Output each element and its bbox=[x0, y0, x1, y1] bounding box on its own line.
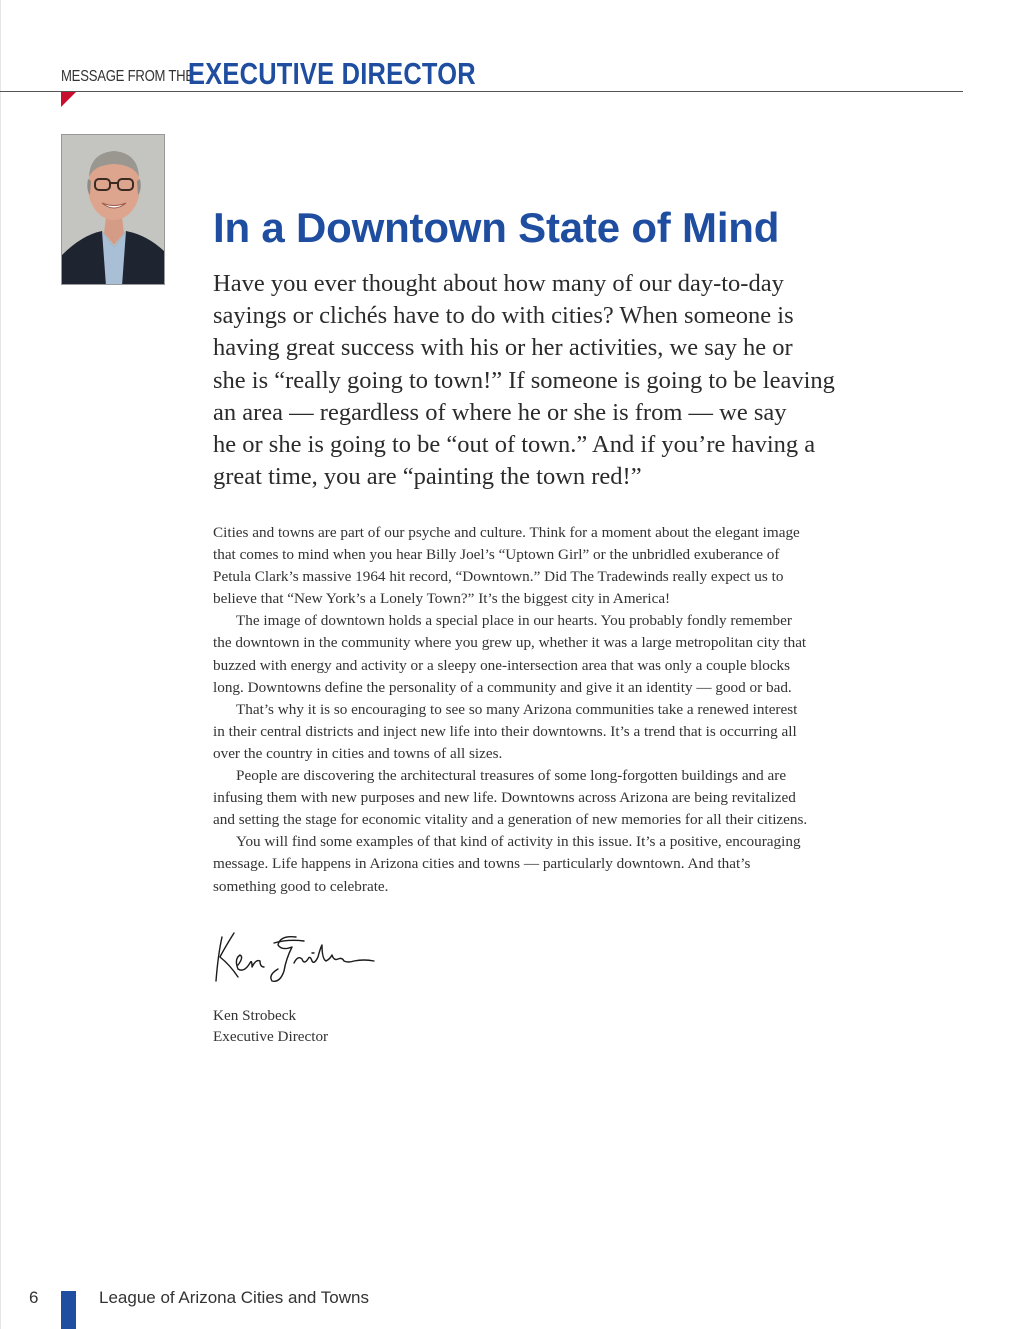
intro-line: he or she is going to be “out of town.” And if you’re having a bbox=[213, 431, 816, 459]
section-header bbox=[61, 56, 963, 92]
publication-name: League of Arizona Cities and Towns bbox=[99, 1288, 369, 1307]
intro-line: having great success with his or her activities, we say he or bbox=[213, 334, 793, 362]
header-prefix: MESSAGE FROM THE bbox=[61, 68, 194, 85]
header-title: EXECUTIVE DIRECTOR bbox=[188, 56, 476, 91]
intro-line: Have you ever thought about how many of our day-to-day bbox=[213, 270, 784, 297]
signer-title: Executive Director bbox=[213, 1028, 329, 1045]
body-line: Petula Clark’s massive 1964 hit record, “Downtown.” Did The Tradewinds really expect us to bbox=[213, 568, 784, 586]
body-line: message. Life happens in Arizona cities and towns — particularly downtown. And that’s bbox=[213, 855, 751, 873]
intro-line: she is “really going to town!” If someone is going to be leaving bbox=[213, 366, 835, 394]
body-line: Cities and towns are part of our psyche and culture. Think for a moment about the elegant image bbox=[213, 524, 800, 541]
footer-accent-bar bbox=[61, 1291, 76, 1329]
intro-line: great time, you are “painting the town red!” bbox=[213, 463, 642, 491]
body-line: People are discovering the architectural treasures of some long-forgotten buildings and are bbox=[236, 767, 787, 785]
body-line: That’s why it is so encouraging to see so many Arizona communities take a renewed interest bbox=[236, 700, 798, 718]
body-line: and setting the stage for economic vitality and a generation of new memories for all their citizens. bbox=[213, 811, 808, 829]
body-line: The image of downtown holds a special place in our hearts. You probably fondly remember bbox=[236, 612, 792, 630]
intro-paragraph bbox=[213, 268, 873, 493]
header-rule bbox=[0, 91, 963, 92]
intro-line: an area — regardless of where he or she is from — we say bbox=[213, 398, 787, 426]
author-portrait bbox=[61, 134, 165, 285]
article-headline: In a Downtown State of Mind bbox=[213, 204, 780, 251]
body-line: something good to celebrate. bbox=[213, 877, 389, 895]
page-number: 6 bbox=[29, 1288, 39, 1307]
body-line: infusing them with new purposes and new life. Downtowns across Arizona are being revitalized bbox=[213, 789, 796, 807]
intro-line: sayings or clichés have to do with cities? When someone is bbox=[213, 302, 794, 330]
body-line: believe that “New York’s a Lonely Town?” It’s the biggest city in America! bbox=[213, 590, 671, 608]
handwritten-signature bbox=[208, 925, 378, 987]
signer-name: Ken Strobeck bbox=[213, 1007, 297, 1024]
portrait-illustration bbox=[62, 135, 165, 285]
body-line: You will find some examples of that kind of activity in this issue. It’s a positive, encouraging bbox=[236, 833, 801, 851]
body-text bbox=[213, 522, 873, 898]
body-line: that comes to mind when you hear Billy Joel’s “Uptown Girl” or the unbridled exuberance of bbox=[213, 546, 780, 564]
body-line: long. Downtowns define the personality of a community and give it an identity — good or bad. bbox=[213, 678, 792, 696]
body-line: in their central districts and inject new life into their downtowns. It’s a trend that is occurring all bbox=[213, 722, 797, 740]
body-line: buzzed with energy and activity or a sleepy one-intersection area that was only a couple blocks bbox=[213, 656, 791, 674]
body-line: over the country in cities and towns of all sizes. bbox=[213, 744, 503, 762]
page-edge bbox=[0, 0, 1, 1329]
red-corner-accent bbox=[61, 92, 76, 107]
body-line: the downtown in the community where you grew up, whether it was a large metropolitan city that bbox=[213, 634, 807, 652]
